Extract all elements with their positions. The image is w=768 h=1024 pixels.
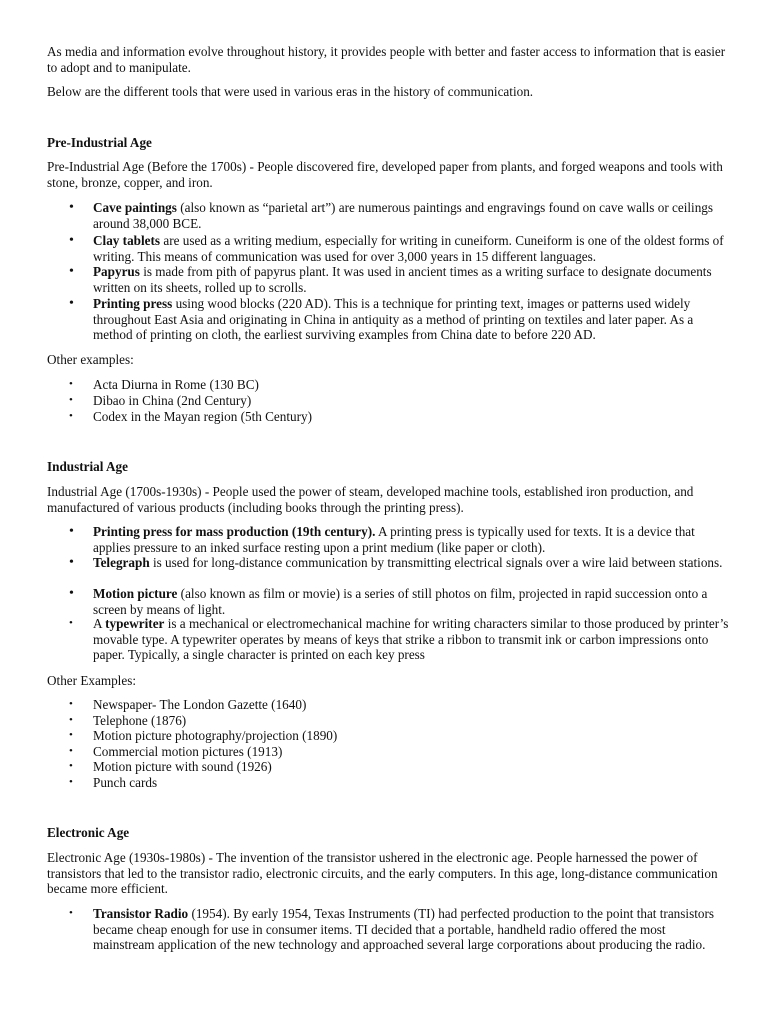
bullet-icon: • [69, 698, 73, 710]
bullet-icon: • [69, 729, 73, 741]
section-intro-electronic: Electronic Age (1930s-1980s) - The invention of the transistor ushered in the electronic age. People harnessed the power of transistors that led to the transistor radio, electronic circuits, and the early computers. In this age, long-distance communication became more efficient. [47, 850, 718, 896]
item-term: Motion picture [93, 586, 178, 601]
bullet-icon: • [69, 264, 74, 279]
bullet-icon: • [69, 714, 73, 726]
item-term: typewriter [105, 616, 165, 631]
bullet-icon: • [69, 524, 74, 539]
intro-paragraph-2: Below are the different tools that were used in various eras in the history of communication. [47, 84, 534, 99]
item-text: is made from pith of papyrus plant. It was used in ancient times as a writing surface to designate documents written on its sheets, rolled up to scrolls. [93, 264, 712, 295]
item-text: are used as a writing medium, especially for writing in cuneiform. Cuneiform is one of the oldest forms of writing. This means of communication was used for over 3,000 years in 15 different languages. [93, 233, 724, 264]
bullet-icon: • [69, 555, 74, 570]
bullet-icon: • [69, 907, 73, 919]
section-heading-industrial: Industrial Age [47, 459, 128, 474]
item-term: Telegraph [93, 555, 150, 570]
section-heading-preindustrial: Pre-Industrial Age [47, 135, 152, 150]
list-item [93, 906, 729, 953]
bullet-icon: • [69, 394, 73, 406]
item-text: (also known as “parietal art”) are numerous paintings and engravings found on cave walls or ceilings around 38,000 BCE. [93, 200, 714, 231]
list-item: Motion picture with sound (1926) [93, 759, 272, 774]
item-text: is a mechanical or electromechanical machine for writing characters similar to those produced by printer’s movable type. A typewriter operates by means of keys that strike a ribbon to transmit ink or carbon impressions onto paper. Typically, a single character is printed on each key press [93, 616, 729, 662]
section-intro-preindustrial: Pre-Industrial Age (Before the 1700s) - People discovered fire, developed paper from plants, and forged weapons and tools with stone, bronze, copper, and iron. [47, 159, 723, 190]
item-text: (1954). By early 1954, Texas Instruments (TI) had perfected production to the point that transistors became cheap enough for use in consumer items. TI decided that a portable, handheld radio offered the most mainstream application of the new technology and approached several large corporations about producing the radio. [93, 906, 714, 952]
bullet-icon: • [69, 233, 74, 248]
bullet-icon: • [69, 410, 73, 422]
item-text: A printing press is typically used for texts. It is a device that applies pressure to an inked surface resting upon a print medium (like paper or cloth). [93, 524, 695, 555]
list-item: Punch cards [93, 775, 158, 790]
list-item [93, 296, 729, 343]
item-text: using wood blocks (220 AD). This is a technique for printing text, images or patterns used widely throughout East Asia and originating in China in antiquity as a method of printing on textiles and later paper. As a method of printing on cloth, the earliest surviving examples from China date to before 220 AD. [93, 296, 694, 342]
bullet-icon: • [69, 617, 73, 629]
item-term: Printing press for mass production (19th century). [93, 524, 376, 539]
list-item: Codex in the Mayan region (5th Century) [93, 409, 313, 424]
other-examples-label: Other Examples: [47, 673, 136, 688]
item-term: Transistor Radio [93, 906, 189, 921]
section-intro-industrial: Industrial Age (1700s-1930s) - People used the power of steam, developed machine tools, established iron production, and manufactured of various products (including books through the printing press). [47, 484, 694, 515]
list-item: Dibao in China (2nd Century) [93, 393, 252, 408]
item-prefix: A [93, 616, 106, 631]
item-term: Printing press [93, 296, 173, 311]
section-heading-electronic: Electronic Age [47, 825, 130, 840]
list-item [93, 616, 729, 663]
intro-paragraph-1: As media and information evolve throughout history, it provides people with better and faster access to information that is easier to adopt and to manipulate. [47, 44, 726, 75]
list-item: Acta Diurna in Rome (130 BC) [93, 377, 259, 392]
bullet-icon: • [69, 586, 74, 601]
other-examples-label: Other examples: [47, 352, 134, 367]
list-item: Newspaper- The London Gazette (1640) [93, 697, 307, 712]
list-item: Commercial motion pictures (1913) [93, 744, 283, 759]
list-item [93, 264, 729, 295]
bullet-icon: • [69, 776, 73, 788]
bullet-icon: • [69, 760, 73, 772]
bullet-icon: • [69, 200, 74, 215]
list-item [93, 200, 729, 231]
item-text: is used for long-distance communication by transmitting electrical signals over a wire laid between stations. [149, 555, 723, 570]
item-text: (also known as film or movie) is a series of still photos on film, projected in rapid succession onto a screen by means of light. [93, 586, 708, 617]
bullet-icon: • [69, 296, 74, 311]
item-term: Papyrus [93, 264, 140, 279]
list-item [93, 586, 729, 617]
item-term: Cave paintings [93, 200, 177, 215]
list-item: Telephone (1876) [93, 713, 187, 728]
bullet-icon: • [69, 378, 73, 390]
bullet-icon: • [69, 745, 73, 757]
list-item: Motion picture photography/projection (1890) [93, 728, 338, 743]
item-term: Clay tablets [93, 233, 161, 248]
list-item [93, 233, 729, 264]
list-item [93, 524, 729, 555]
list-item [93, 555, 729, 571]
